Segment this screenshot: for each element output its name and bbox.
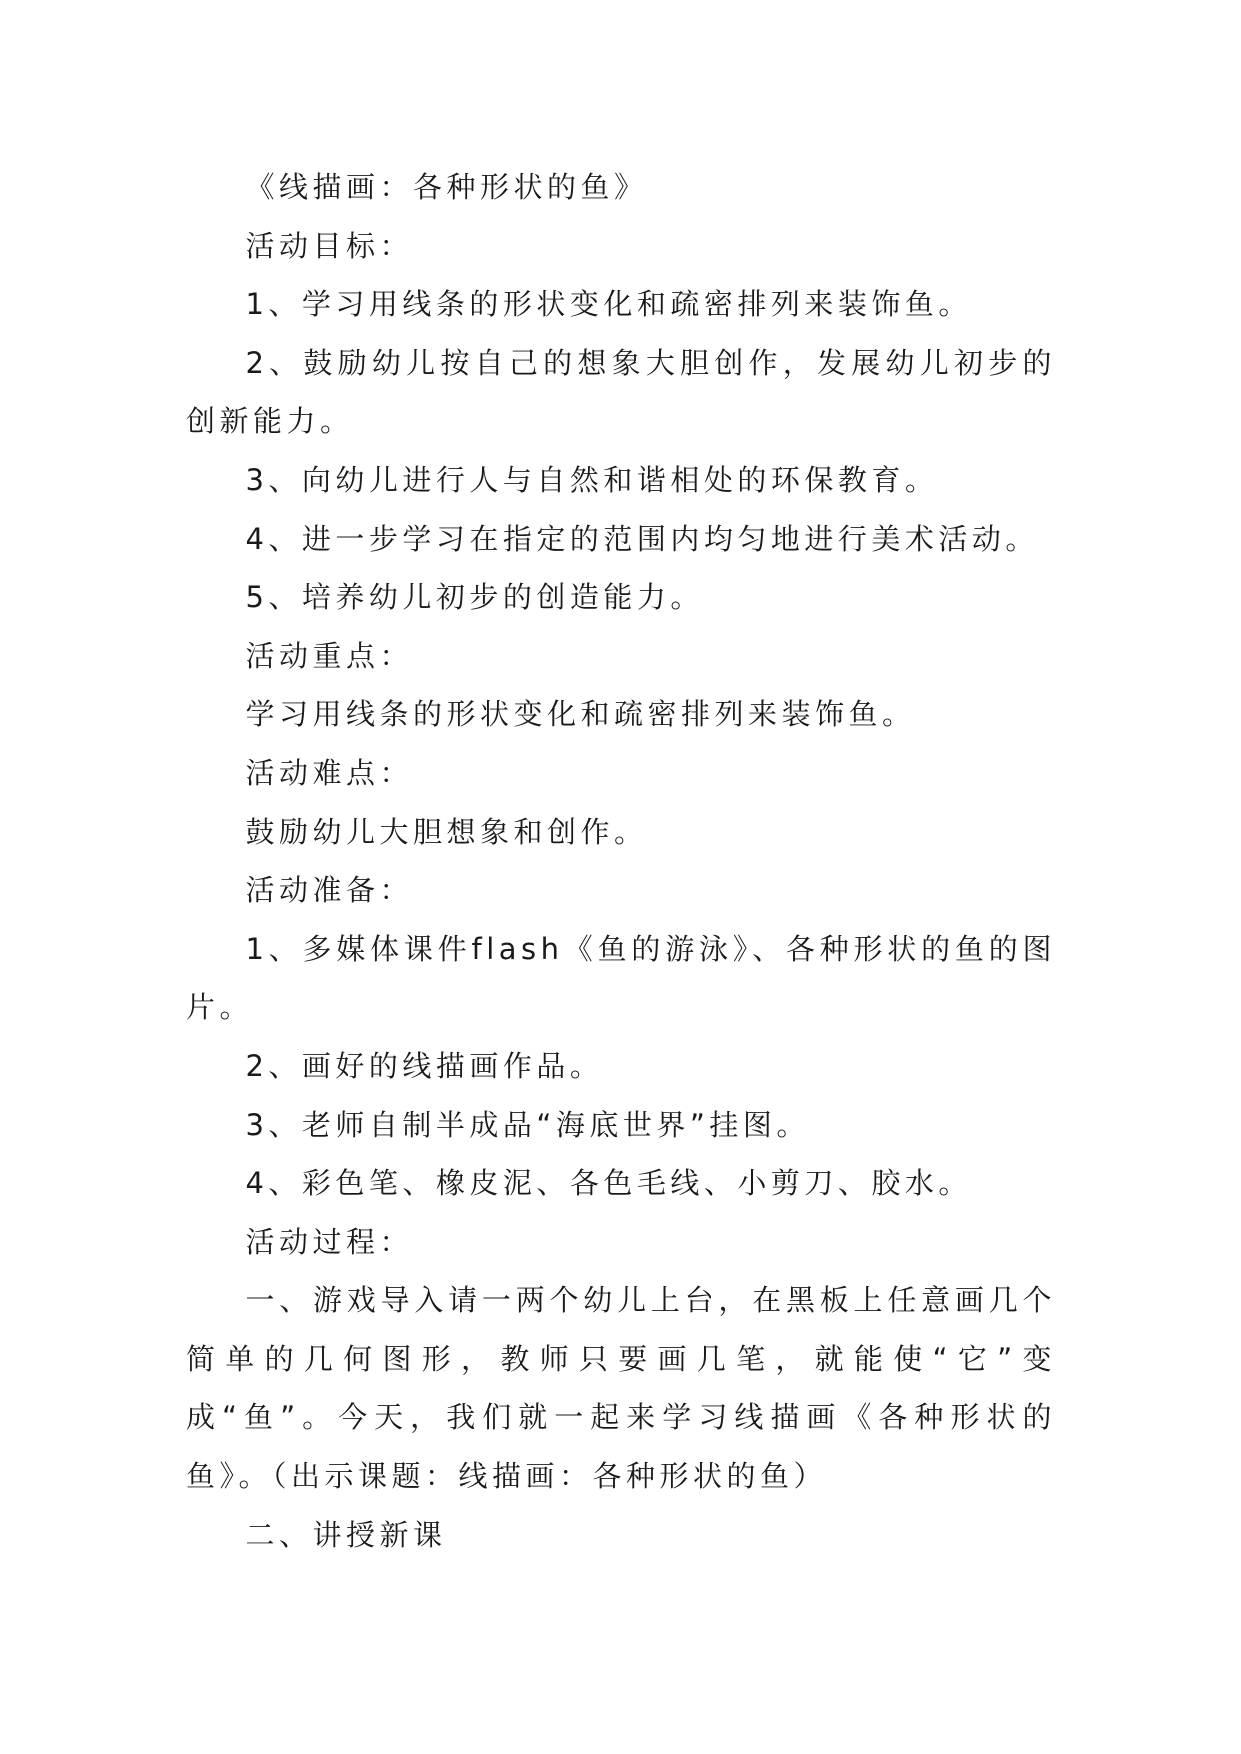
section-heading-focus: 活动重点： (245, 638, 413, 673)
section-heading-difficulty: 活动难点： (245, 755, 413, 790)
section-heading-process: 活动过程： (245, 1224, 413, 1259)
document-body (186, 158, 1056, 1564)
goal-item-2: 2、鼓励幼儿按自己的想象大胆创作，发展幼儿初步的创新能力。 (186, 345, 1056, 439)
goal-item-4: 4、进一步学习在指定的范围内均匀地进行美术活动。 (245, 521, 1039, 556)
goal-item-5: 5、培养幼儿初步的创造能力。 (245, 580, 704, 615)
focus-text: 学习用线条的形状变化和疏密排列来装饰鱼。 (245, 697, 916, 732)
section-heading-goals: 活动目标： (245, 228, 413, 263)
goal-item-1: 1、学习用线条的形状变化和疏密排列来装饰鱼。 (245, 287, 972, 322)
goal-item-3: 3、向幼儿进行人与自然和谐相处的环保教育。 (245, 462, 939, 497)
process-step-2: 二、讲授新课 (245, 1517, 447, 1552)
preparation-item-1: 1、多媒体课件flash《鱼的游泳》、各种形状的鱼的图片。 (186, 931, 1056, 1025)
process-step-1: 一、游戏导入请一两个幼儿上台，在黑板上任意画几个简单的几何图形，教师只要画几笔，就能使“它”变成“鱼”。今天，我们就一起来学习线描画《各种形状的鱼》。（出示课题：线描画：各种形状的鱼） (186, 1283, 1056, 1494)
lesson-title: 《线描画：各种形状的鱼》 (245, 170, 648, 204)
difficulty-text: 鼓励幼儿大胆想象和创作。 (245, 814, 648, 849)
section-heading-preparation: 活动准备： (245, 873, 413, 908)
preparation-item-2: 2、画好的线描画作品。 (245, 1048, 604, 1083)
preparation-item-4: 4、彩色笔、橡皮泥、各色毛线、小剪刀、胶水。 (245, 1166, 972, 1201)
preparation-item-3: 3、老师自制半成品“海底世界”挂图。 (245, 1107, 810, 1142)
